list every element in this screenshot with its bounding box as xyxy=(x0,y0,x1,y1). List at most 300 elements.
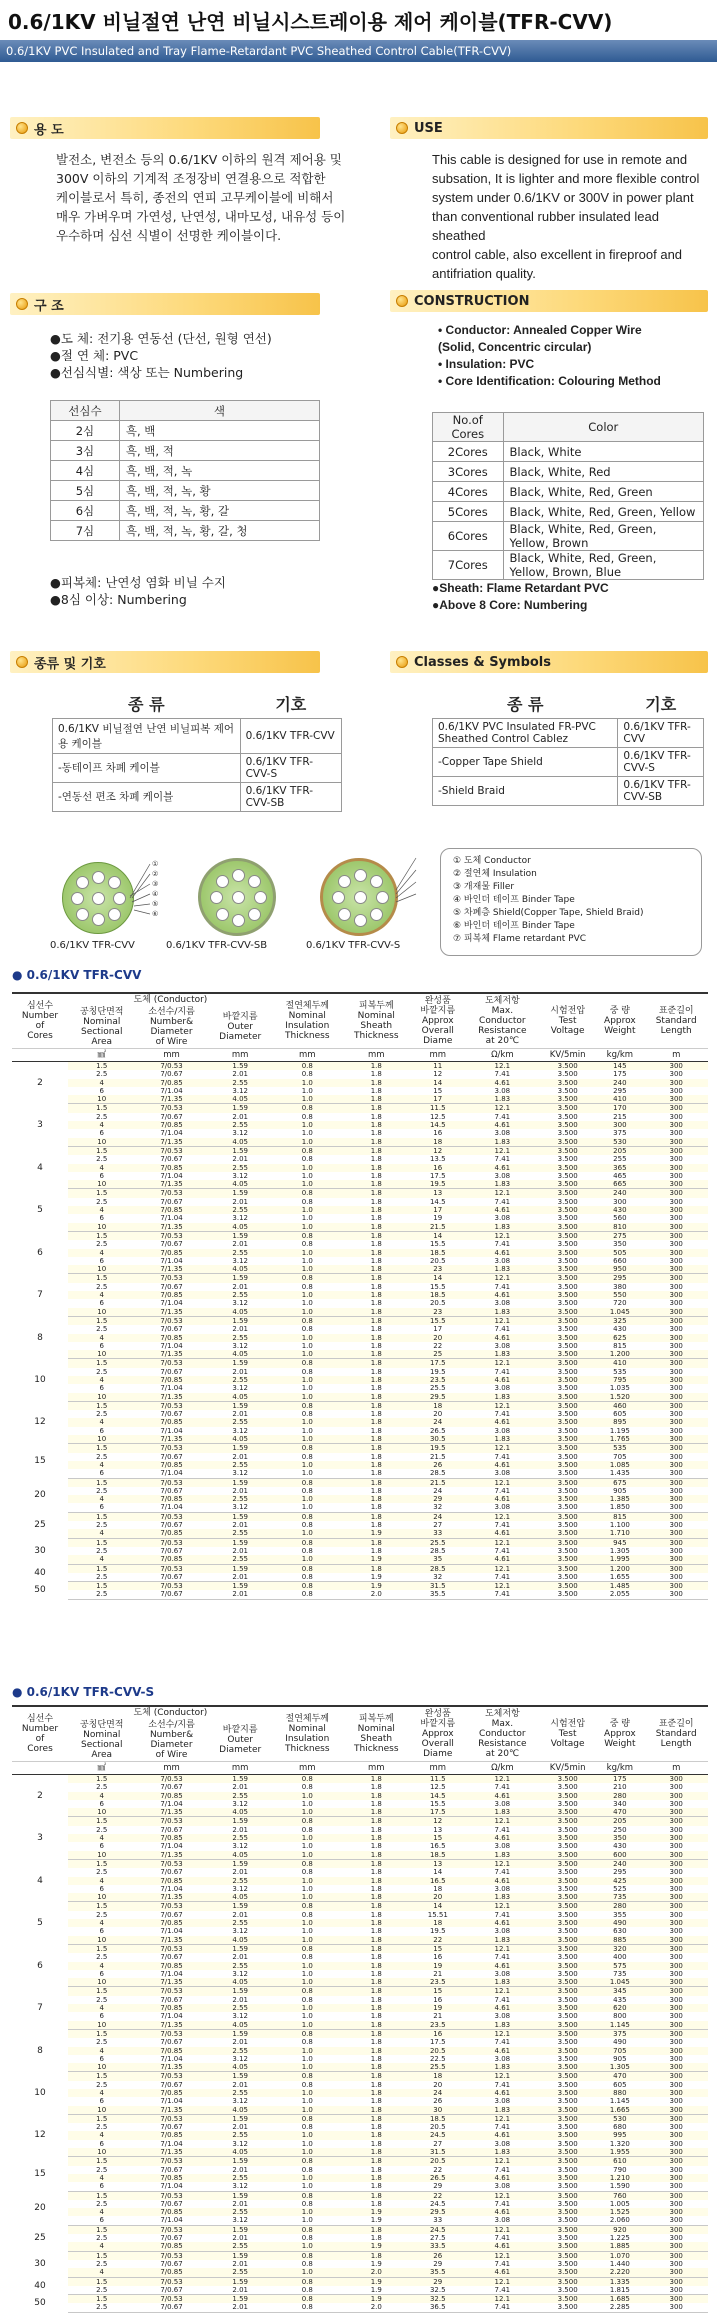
table-cell: 1.5 xyxy=(68,1274,135,1283)
table-cell: 345 xyxy=(595,1987,644,1996)
table-cell: 7/0.53 xyxy=(135,2157,207,2166)
use-line-en: than conventional rubber insulated lead sheathed xyxy=(432,209,659,243)
table-cell: 6 xyxy=(68,2140,135,2148)
header-weight: 중 량 Approx Weight xyxy=(604,1719,636,1749)
table-cell: 7.41 xyxy=(465,1826,540,1834)
table-cell: 4.05 xyxy=(208,1978,273,1987)
table-cell: 300 xyxy=(644,1987,708,1996)
table-cell: 7/1.04 xyxy=(135,1503,207,1512)
table-cell: 7/0.67 xyxy=(135,1521,207,1529)
table-cell: 6 xyxy=(68,1800,135,1808)
table-cell: 19.5 xyxy=(411,1927,465,1935)
table-cell: 1.435 xyxy=(595,1469,644,1478)
column-header: 색 xyxy=(119,401,319,421)
table-cell: 300 xyxy=(644,1368,708,1376)
table-row xyxy=(12,1079,708,1087)
table-cell: 3.12 xyxy=(208,1384,273,1392)
table-cell: 530 xyxy=(595,1138,644,1147)
table-cell: 3.500 xyxy=(540,2166,595,2174)
table-cell: 300 xyxy=(595,1198,644,1206)
table-cell: 1.8 xyxy=(342,1350,411,1359)
table-cell: 1.83 xyxy=(465,1095,540,1104)
table-row xyxy=(12,2097,708,2105)
table-cell: 1.145 xyxy=(595,2097,644,2105)
table-cell: 2.55 xyxy=(208,1079,273,1087)
table-cell: 4.61 xyxy=(465,1079,540,1087)
table-cell: 14 xyxy=(411,1274,465,1283)
construction-bullets-en xyxy=(438,322,661,390)
table-cell: 1.485 xyxy=(595,1582,644,1591)
table-cell: 1.320 xyxy=(595,2140,644,2148)
table-cell: 1.8 xyxy=(342,1274,411,1283)
table-cell: 7/1.04 xyxy=(135,1299,207,1307)
table-cell: 300 xyxy=(644,1418,708,1426)
table-cell: 13.5 xyxy=(411,1155,465,1163)
table-cell: 300 xyxy=(644,2063,708,2072)
table-cell: 300 xyxy=(644,1164,708,1172)
table-cell: 22 xyxy=(411,1342,465,1350)
table-cell: 2.01 xyxy=(208,1547,273,1555)
table-cell: 4 xyxy=(68,1334,135,1342)
table-cell: 1.0 xyxy=(273,2148,342,2157)
table-cell: 1.8 xyxy=(342,1334,411,1342)
table-cell: 4.05 xyxy=(208,1393,273,1402)
table-cell: 1.200 xyxy=(595,1350,644,1359)
table-cell: 7/0.85 xyxy=(135,1418,207,1426)
table-cell: 3.500 xyxy=(540,1299,595,1307)
table-row xyxy=(12,1503,708,1512)
unit-cell: Ω/km xyxy=(465,1762,540,1775)
table-cell: 3.500 xyxy=(540,1334,595,1342)
table-row xyxy=(12,1427,708,1435)
table-cell: 2.01 xyxy=(208,1521,273,1529)
table-row xyxy=(12,1308,708,1317)
table-cell: 2.55 xyxy=(208,1121,273,1129)
bullet-dot-icon xyxy=(16,122,28,134)
table-cell: 300 xyxy=(644,1155,708,1163)
table-cell: 2.01 xyxy=(208,1240,273,1248)
table-row xyxy=(12,1283,708,1291)
table-cell: 4 xyxy=(68,1962,135,1970)
table-cell: 3.500 xyxy=(540,1231,595,1240)
table-cell: 28.5 xyxy=(411,1547,465,1555)
table-cell: 3.500 xyxy=(540,1079,595,1087)
table-row xyxy=(12,1198,708,1206)
table-cell: 4 xyxy=(68,1249,135,1257)
table-cell: 3.500 xyxy=(540,2012,595,2020)
table-row xyxy=(12,1800,708,1808)
table-row xyxy=(12,2251,708,2260)
table-cell: 16 xyxy=(411,1996,465,2004)
table-cell: 250 xyxy=(595,1826,644,1834)
table-cell: 1.9 xyxy=(342,2216,411,2225)
table-cell: 1.8 xyxy=(342,1180,411,1189)
table-cell: 300 xyxy=(644,1087,708,1095)
table-cell: 1.8 xyxy=(342,2148,411,2157)
component-legend xyxy=(440,848,702,956)
table-cell: 7/0.53 xyxy=(135,1231,207,1240)
table-cell: 1.5 xyxy=(68,2157,135,2166)
table-cell: 12.1 xyxy=(465,2251,540,2260)
table-cell: 660 xyxy=(595,1257,644,1265)
svg-text:⑥: ⑥ xyxy=(152,910,159,918)
core-color-row xyxy=(433,442,704,462)
table-cell: 3.500 xyxy=(540,1521,595,1529)
table-cell: 1.8 xyxy=(342,2055,411,2063)
table-cell: 7/1.35 xyxy=(135,1180,207,1189)
header-conductor: 도체 (Conductor) xyxy=(133,1708,208,1718)
table-cell: 300 xyxy=(644,1283,708,1291)
table-cell: 1.9 xyxy=(342,1529,411,1538)
table-cell: 300 xyxy=(644,1393,708,1402)
table-cell: 1.8 xyxy=(342,1283,411,1291)
table-cell: 300 xyxy=(644,1427,708,1435)
table-row xyxy=(12,1944,708,1953)
unit-cell: ㎟ xyxy=(68,1049,135,1062)
table-cell: 735 xyxy=(595,1893,644,1902)
table-cell: 300 xyxy=(644,1453,708,1461)
table-cell: 3.500 xyxy=(540,1529,595,1538)
unit-cell: kg/km xyxy=(595,1049,644,1062)
table-cell: 3.500 xyxy=(540,1834,595,1842)
table-row xyxy=(12,1410,708,1418)
table-cell: 7/0.85 xyxy=(135,1206,207,1214)
table-cell: 1.59 xyxy=(208,1274,273,1283)
table-cell: 7.41 xyxy=(465,1521,540,1529)
table-cell: 12.1 xyxy=(465,1582,540,1591)
table-cell: 18.5 xyxy=(411,1851,465,1860)
table-cell: 1.520 xyxy=(595,1393,644,1402)
table-cell: 0.8 xyxy=(273,1113,342,1121)
table-cell: 0.8 xyxy=(273,2286,342,2295)
table-cell: 240 xyxy=(595,1189,644,1198)
table-cell: 3.500 xyxy=(540,1775,595,1784)
table-cell: 0.8 xyxy=(273,1240,342,1248)
table-cell: 10 xyxy=(68,2148,135,2157)
table-cell: 18 xyxy=(411,1919,465,1927)
table-cell: 300 xyxy=(644,1274,708,1283)
table-cell: 2.5 xyxy=(68,2081,135,2089)
table-cell: 1.0 xyxy=(273,1079,342,1087)
table-cell: 20.5 xyxy=(411,1257,465,1265)
table-cell: 1.8 xyxy=(342,2234,411,2242)
table-cell: 7/0.53 xyxy=(135,1512,207,1521)
table-row xyxy=(12,1104,708,1113)
table-cell: 6 xyxy=(68,1927,135,1935)
table-cell: 1.5 xyxy=(68,1902,135,1911)
table-cell: 1.8 xyxy=(342,1911,411,1919)
table-cell: 1.0 xyxy=(273,1393,342,1402)
table-cell: 3.500 xyxy=(540,1240,595,1248)
table-row xyxy=(12,1121,708,1129)
table-cell: 505 xyxy=(595,1249,644,1257)
table-cell: 380 xyxy=(595,1283,644,1291)
column-header: 기호 xyxy=(645,695,677,715)
table-cell: 흑, 백 xyxy=(119,421,319,441)
table-cell: 300 xyxy=(644,1521,708,1529)
table-cell: 흑, 백, 적, 녹 xyxy=(119,461,319,481)
table-cell: 0.8 xyxy=(273,1564,342,1573)
caption-tfr-cvv-sb: 0.6/1KV TFR-CVV-SB xyxy=(166,940,268,951)
table-cell: 2.01 xyxy=(208,1590,273,1599)
table-cell: 300 xyxy=(644,2140,708,2148)
table-cell: 3.500 xyxy=(540,2303,595,2312)
table-row xyxy=(12,2140,708,2148)
table-cell: 12.1 xyxy=(465,2114,540,2123)
table-cell: 1.8 xyxy=(342,1095,411,1104)
table-cell: 7/0.85 xyxy=(135,2089,207,2097)
table-cell: 1.0 xyxy=(273,1978,342,1987)
table-cell: 7/0.67 xyxy=(135,2123,207,2131)
table-cell: 1.59 xyxy=(208,2225,273,2234)
table-cell: 2.55 xyxy=(208,1555,273,1564)
table-cell: 7/0.53 xyxy=(135,2225,207,2234)
table-cell: 1.83 xyxy=(465,1936,540,1945)
table-cell: 4 xyxy=(68,2242,135,2251)
table-cell: 33.5 xyxy=(411,2242,465,2251)
table-cell: 3.500 xyxy=(540,1859,595,1868)
table-cell: 3.500 xyxy=(540,1113,595,1121)
table-cell: 3.500 xyxy=(540,1582,595,1591)
table-cell: 7/0.85 xyxy=(135,1121,207,1129)
table-row xyxy=(12,1564,708,1573)
table-cell: 7/1.04 xyxy=(135,1214,207,1222)
table-row xyxy=(12,2303,708,2312)
table-cell: 300 xyxy=(644,1503,708,1512)
construction-bullet-en: • Core Identification: Colouring Method xyxy=(438,374,661,388)
table-cell: 18.5 xyxy=(411,1291,465,1299)
section-construction-ko: 구 조 xyxy=(10,293,320,315)
table-cell: 300 xyxy=(644,1564,708,1573)
table-cell: 490 xyxy=(595,1919,644,1927)
table-cell: 3.500 xyxy=(540,1104,595,1113)
table-cell: 1.0 xyxy=(273,1842,342,1850)
table-cell: 17.5 xyxy=(411,1808,465,1817)
table-cell: 1.0 xyxy=(273,1800,342,1808)
table-cell: 1.8 xyxy=(342,1987,411,1996)
table-cell: 1.0 xyxy=(273,2063,342,2072)
table-cell: 10 xyxy=(68,1893,135,1902)
table-cell: 3.12 xyxy=(208,1214,273,1222)
table-cell: 2.5 xyxy=(68,2200,135,2208)
table-cell: 300 xyxy=(644,1079,708,1087)
table-row xyxy=(12,1893,708,1902)
table-cell: 1.83 xyxy=(465,1393,540,1402)
table-cell: 1.59 xyxy=(208,2114,273,2123)
table-cell: 3.500 xyxy=(540,1342,595,1350)
table-cell: 7/1.35 xyxy=(135,1435,207,1444)
table-row xyxy=(12,1316,708,1325)
table-cell: 1.8 xyxy=(342,1978,411,1987)
table-cell: 300 xyxy=(644,2242,708,2251)
table-cell: 2.01 xyxy=(208,1783,273,1791)
svg-text:③: ③ xyxy=(152,880,159,888)
table-cell: 1.59 xyxy=(208,2251,273,2260)
table-cell: 24 xyxy=(411,1487,465,1495)
table-cell: 2.01 xyxy=(208,1325,273,1333)
table-cell: 300 xyxy=(644,1487,708,1495)
table-row xyxy=(12,2166,708,2174)
table-cell: 1.59 xyxy=(208,1146,273,1155)
spec-table-tfr-cvv xyxy=(12,992,708,1600)
table-cell: 0.8 xyxy=(273,1274,342,1283)
table-cell: 2.5 xyxy=(68,1521,135,1529)
table-cell: 0.6/1KV TFR-CVV xyxy=(618,718,704,747)
table-cell: 2.01 xyxy=(208,1996,273,2004)
table-cell: 2.5 xyxy=(68,1783,135,1791)
table-cell: 6 xyxy=(68,1214,135,1222)
table-cell: 1.8 xyxy=(342,2114,411,2123)
header-insulation: 절연체두께 Nominal Insulation Thickness xyxy=(285,1714,330,1754)
table-cell: 12.1 xyxy=(465,2157,540,2166)
table-cell: 0.8 xyxy=(273,1911,342,1919)
table-cell: 0.8 xyxy=(273,1521,342,1529)
table-cell: 7.41 xyxy=(465,1070,540,1078)
table-cell: 1.8 xyxy=(342,1172,411,1180)
table-row xyxy=(12,2277,708,2286)
bullet-dot-icon xyxy=(16,298,28,310)
table-cell: 300 xyxy=(644,1978,708,1987)
table-cell: 3.500 xyxy=(540,1919,595,1927)
table-cell: 0.8 xyxy=(273,1189,342,1198)
table-cell: 6 xyxy=(68,2097,135,2105)
table-cell: 7/1.04 xyxy=(135,1257,207,1265)
table-cell: 24.5 xyxy=(411,2131,465,2139)
table-cell: 29.5 xyxy=(411,1393,465,1402)
construction-bullet-en: • Conductor: Annealed Copper Wire xyxy=(438,323,642,337)
cores-cell: 7 xyxy=(12,1274,68,1316)
table-row xyxy=(12,1274,708,1283)
table-cell: 4.61 xyxy=(465,1529,540,1538)
table-cell: 1.8 xyxy=(342,1079,411,1087)
legend-item: ⑥ 바인더 테이프 Binder Tape xyxy=(453,921,575,931)
table-cell: 1.0 xyxy=(273,2216,342,2225)
table-cell: 1.0 xyxy=(273,1129,342,1137)
table-cell: 300 xyxy=(644,1868,708,1876)
table-cell: 0.8 xyxy=(273,1826,342,1834)
table-cell: 7/0.85 xyxy=(135,1919,207,1927)
table-cell: 7.41 xyxy=(465,1113,540,1121)
table-cell: 1.8 xyxy=(342,1104,411,1113)
core-color-row xyxy=(51,521,320,541)
table-cell: 300 xyxy=(644,1495,708,1503)
table-cell: 6 xyxy=(68,1384,135,1392)
table-cell: 12.1 xyxy=(465,1859,540,1868)
table-cell: 1.5 xyxy=(68,1944,135,1953)
table-cell: 7/0.67 xyxy=(135,2081,207,2089)
table-cell: 11 xyxy=(411,1062,465,1071)
table-cell: 995 xyxy=(595,2131,644,2139)
header-area: 공칭단면적 Nominal Sectional Area xyxy=(79,1007,124,1047)
table-cell: 300 xyxy=(644,1834,708,1842)
table-row xyxy=(12,1978,708,1987)
table-cell: 1.5 xyxy=(68,2295,135,2304)
table-cell: 7/0.53 xyxy=(135,2029,207,2038)
table-cell: 3.500 xyxy=(540,1817,595,1826)
table-row xyxy=(12,2225,708,2234)
table-cell: 2.55 xyxy=(208,2268,273,2277)
table-row xyxy=(12,1469,708,1478)
table-cell: 29 xyxy=(411,1495,465,1503)
table-cell: 1.59 xyxy=(208,1987,273,1996)
table-cell: 15.5 xyxy=(411,1800,465,1808)
table-cell: 3.500 xyxy=(540,1987,595,1996)
table-cell: 15.5 xyxy=(411,1316,465,1325)
table-cell: 3.12 xyxy=(208,1342,273,1350)
table-cell: 7/0.85 xyxy=(135,1079,207,1087)
table-cell: 1.0 xyxy=(273,2242,342,2251)
table-cell: 3.500 xyxy=(540,1146,595,1155)
table-cell: 7.41 xyxy=(465,1198,540,1206)
table-cell: 7/1.35 xyxy=(135,2106,207,2115)
header-resistance: 도체저항 Max. Conductor Resistance at 20℃ xyxy=(478,1709,527,1759)
table-cell: -동테이프 차폐 케이블 xyxy=(53,753,241,782)
table-cell: 7.41 xyxy=(465,1283,540,1291)
table-cell: 1.8 xyxy=(342,1453,411,1461)
table-cell: 3.500 xyxy=(540,2208,595,2216)
table-row xyxy=(12,1172,708,1180)
table-row xyxy=(12,2234,708,2242)
unit-cell: mm xyxy=(208,1762,273,1775)
table-cell: 1.8 xyxy=(342,1547,411,1555)
table-cell: 1.655 xyxy=(595,1573,644,1582)
table-row xyxy=(12,1573,708,1582)
table-cell: 905 xyxy=(595,1487,644,1495)
table-cell: 1.8 xyxy=(342,1155,411,1163)
table-cell: 7/1.04 xyxy=(135,2216,207,2225)
table-cell: 1.59 xyxy=(208,1582,273,1591)
table-cell: 300 xyxy=(644,1299,708,1307)
table-cell: 12.1 xyxy=(465,2029,540,2038)
table-cell: 10 xyxy=(68,1095,135,1104)
table-cell: 300 xyxy=(644,2268,708,2277)
table-cell: 1.0 xyxy=(273,1138,342,1147)
table-cell: 1.9 xyxy=(342,1582,411,1591)
table-cell: 1.070 xyxy=(595,2251,644,2260)
table-cell: 7/0.85 xyxy=(135,2004,207,2012)
table-cell: 610 xyxy=(595,2157,644,2166)
table-cell: 425 xyxy=(595,1877,644,1885)
svg-text:②: ② xyxy=(152,870,159,878)
table-cell: 10 xyxy=(68,1393,135,1402)
table-cell: 1.225 xyxy=(595,2234,644,2242)
table-cell: 1.8 xyxy=(342,1410,411,1418)
table-cell: 300 xyxy=(644,1138,708,1147)
table-cell: 6 xyxy=(68,2012,135,2020)
table-cell: 1.8 xyxy=(342,1435,411,1444)
table-cell: 1.0 xyxy=(273,1851,342,1860)
table-cell: 7.41 xyxy=(465,2286,540,2295)
table-row xyxy=(12,1953,708,1961)
table-cell: 0.8 xyxy=(273,1538,342,1547)
table-cell: 300 xyxy=(644,1573,708,1582)
table-cell: 280 xyxy=(595,1902,644,1911)
table-cell: 7.41 xyxy=(465,2260,540,2268)
table-cell: 3.500 xyxy=(540,1487,595,1495)
table-row xyxy=(12,2089,708,2097)
table-cell: 3.500 xyxy=(540,2286,595,2295)
table-cell: 4.61 xyxy=(465,2174,540,2182)
table-cell: 240 xyxy=(595,1859,644,1868)
table-cell: 300 xyxy=(644,1410,708,1418)
table-cell: 1.8 xyxy=(342,1308,411,1317)
table-cell: 1.8 xyxy=(342,2072,411,2081)
table-cell: 10 xyxy=(68,1180,135,1189)
table-cell: 1.59 xyxy=(208,1231,273,1240)
table-cell: 7/1.04 xyxy=(135,1842,207,1850)
table-cell: 7/0.53 xyxy=(135,2251,207,2260)
table-cell: 3.08 xyxy=(465,1503,540,1512)
